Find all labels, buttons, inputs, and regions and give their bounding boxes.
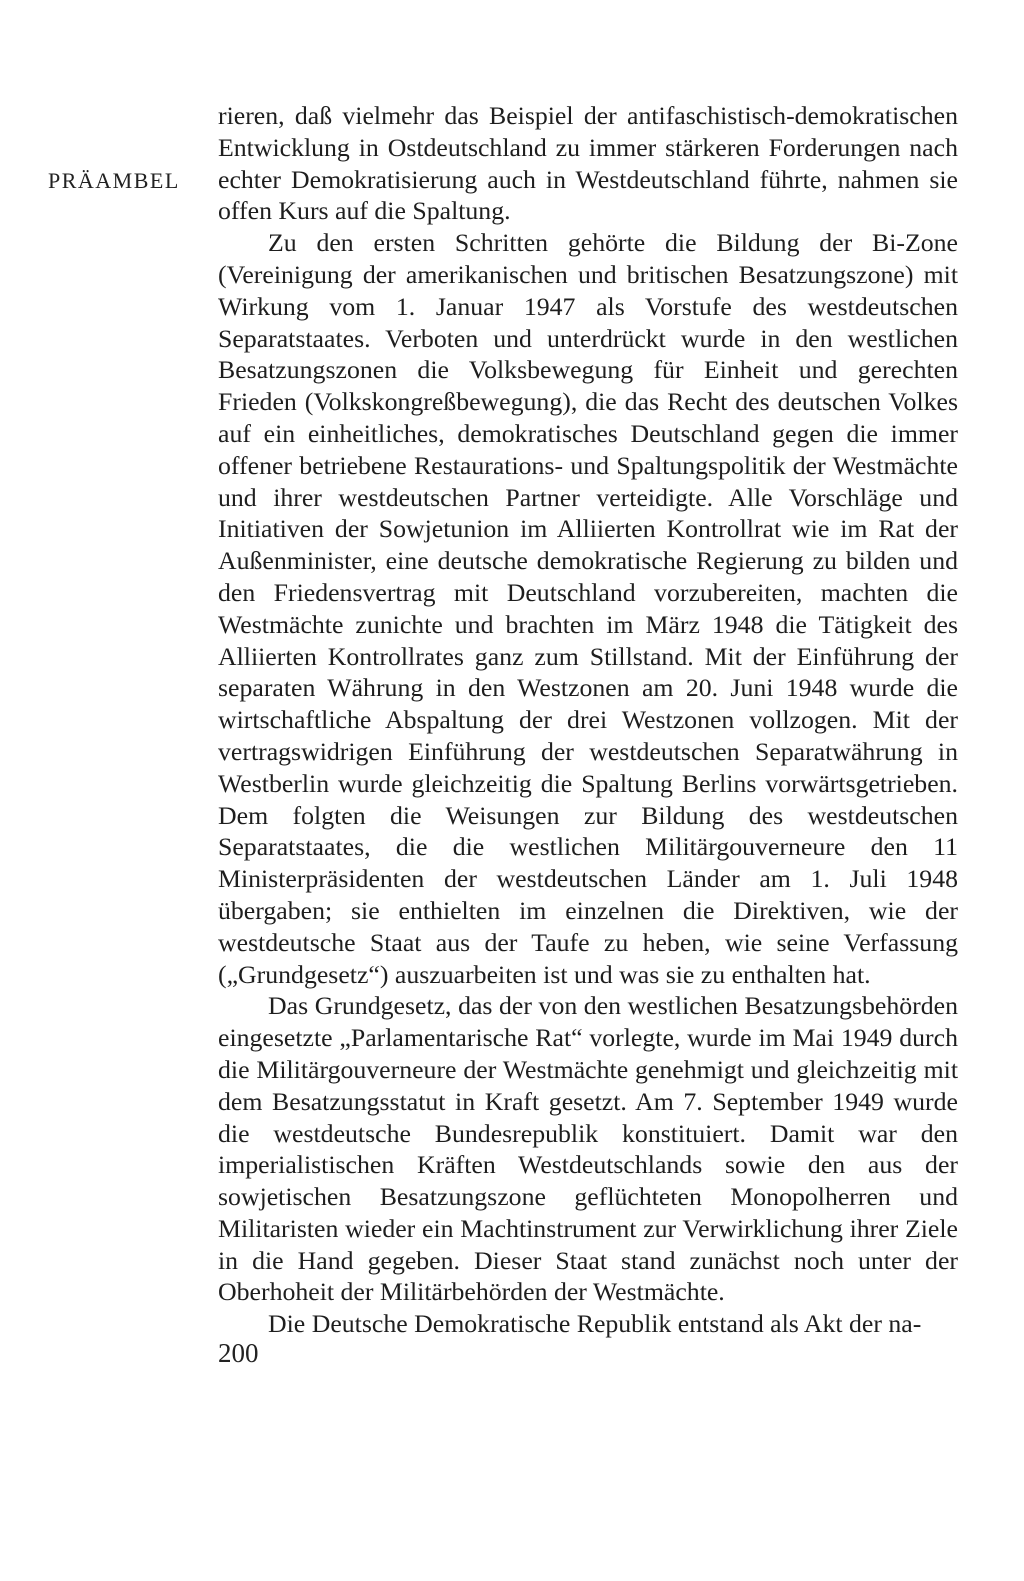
paragraph-2: Zu den ersten Schritten gehörte die Bildung der Bi-Zone (Vereinigung der amerikanischen und britischen Besatzungszone) mit Wirkung vom 1. Januar 1947 als Vorstufe des westdeutschen Separatstaates. Verboten und unterdrückt wurde in den westlichen Besatzungszonen die Volksbewegung für Einheit und gerechten Frieden (Volkskongreßbewegung), die das Recht des deutschen Volkes auf ein einheitliches, demokratisches Deutschland gegen die immer offener betriebene Restaurations- und Spaltungspolitik der Westmächte und ihrer westdeutschen Partner verteidigte. Alle Vorschläge und Initiativen der Sowjetunion im Alliierten Kontrollrat wie im Rat der Außenminister, eine deutsche demokratische Regierung zu bilden und den Friedensvertrag mit Deutschland vorzubereiten, machten die Westmächte zunichte und brachten im März 1948 die Tätigkeit des Alliierten Kontrollrates ganz zum Stillstand. Mit der Einführung der separaten Währung in den Westzonen am 20. Juni 1948 wurde die wirtschaftliche Abspaltung der drei Westzonen vollzogen. Mit der vertragswidrigen Einführung der westdeutschen Separatwährung in Westberlin wurde gleichzeitig die Spaltung Berlins vorwärtsgetrieben. Dem folgten die Weisungen zur Bildung des westdeutschen Separatstaates, die die westlichen Militärgouverneure den 11 Ministerpräsidenten der westdeutschen Länder am 1. Juli 1948 übergaben; sie enthielten im einzelnen die Direktiven, wie der westdeutsche Staat aus der Taufe zu heben, wie seine Verfassung („Grundgesetz“) auszuarbeiten ist und was sie zu enthalten hat. [218,228,958,989]
margin-heading: PRÄAMBEL [48,168,180,193]
paragraph-1: rieren, daß vielmehr das Beispiel der antifaschistisch-demokratischen Entwicklung in Ostdeutschland zu immer stärkeren Forderungen nach echter Demokratisierung auch in Westdeutschland führte, nahmen sie offen Kurs auf die Spaltung. [218,101,958,226]
paragraph-4: Die Deutsche Demokratische Republik entstand als Akt der na- [268,1309,922,1339]
body-text [218,100,958,1340]
paragraph-3: Das Grundgesetz, das der von den westlichen Besatzungsbehörden eingesetzte „Parlamentarische Rat“ vorlegte, wurde im Mai 1949 durch die Militärgouverneure der Westmächte genehmigt und gleichzeitig mit dem Besatzungsstatut in Kraft gesetzt. Am 7. September 1949 wurde die westdeutsche Bundesrepublik konstituiert. Damit war den imperialistischen Kräften Westdeutschlands sowie den aus der sowjetischen Besatzungszone geflüchteten Monopolherren und Militaristen wieder ein Machtinstrument zur Verwirklichung ihrer Ziele in die Hand gegeben. Dieser Staat stand zunächst noch unter der Oberhoheit der Militärbehörden der Westmächte. [218,991,958,1307]
page-number: 200 [218,1338,259,1368]
